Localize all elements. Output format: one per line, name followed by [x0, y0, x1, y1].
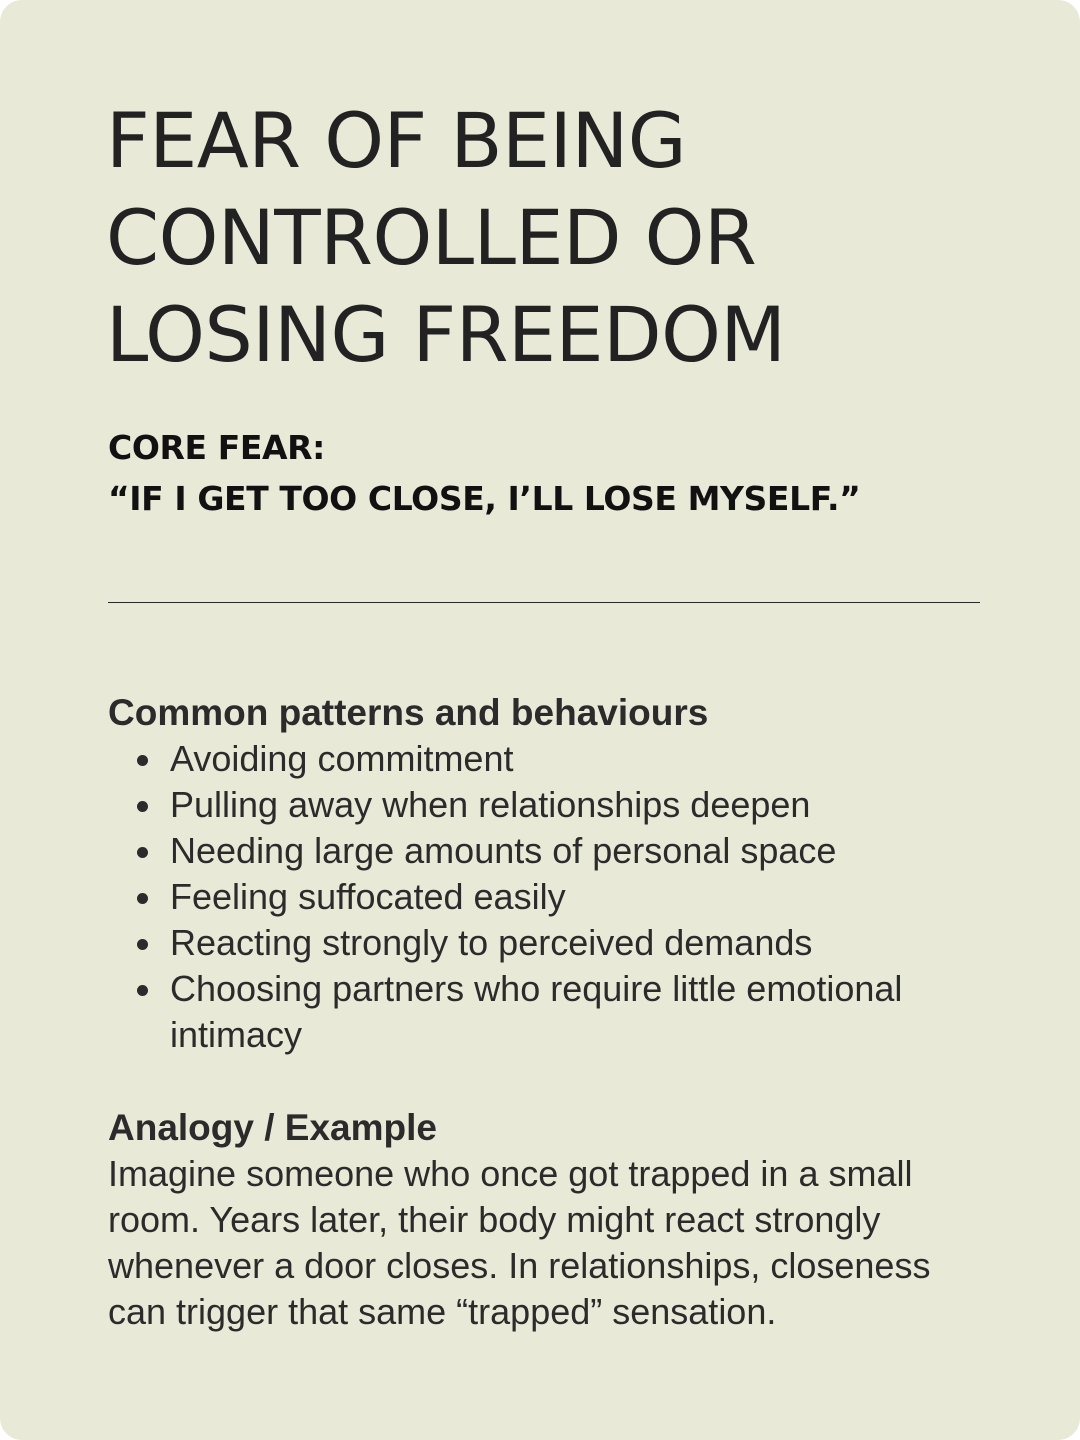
core-fear-label: CORE FEAR: [108, 428, 325, 467]
patterns-section [108, 690, 988, 1058]
bullet-icon [137, 755, 148, 766]
bullet-icon [137, 893, 148, 904]
divider [108, 602, 980, 603]
list-item-text: Reacting strongly to perceived demands [170, 922, 813, 963]
list-item-text: Pulling away when relationships deepen [170, 784, 811, 825]
analogy-heading: Analogy / Example [108, 1107, 437, 1148]
list-item [108, 966, 988, 1058]
list-item [108, 874, 988, 920]
list-item [108, 782, 988, 828]
analogy-section [108, 1105, 988, 1335]
list-item [108, 920, 988, 966]
title-line-1: FEAR OF BEING [106, 96, 687, 185]
list-item [108, 736, 988, 782]
bullet-icon [137, 801, 148, 812]
bullet-icon [137, 939, 148, 950]
analogy-text: Imagine someone who once got trapped in a small room. Years later, their body might react strongly whenever a door closes. In relationships, closeness can trigger that same “trapped” sensation. [108, 1153, 931, 1332]
list-item-text: Avoiding commitment [170, 738, 514, 779]
bullet-icon [137, 985, 148, 996]
bullet-icon [137, 847, 148, 858]
page-title [106, 92, 1006, 383]
list-item [108, 828, 988, 874]
patterns-list [108, 736, 988, 1058]
list-item-text: Choosing partners who require little emotional intimacy [170, 968, 903, 1055]
title-line-3: LOSING FREEDOM [106, 290, 786, 379]
core-fear [108, 422, 1008, 524]
patterns-heading: Common patterns and behaviours [108, 692, 709, 733]
title-line-2: CONTROLLED OR [106, 193, 757, 282]
list-item-text: Needing large amounts of personal space [170, 830, 837, 871]
core-fear-quote: “IF I GET TOO CLOSE, I’LL LOSE MYSELF.” [108, 479, 861, 518]
list-item-text: Feeling suffocated easily [170, 876, 566, 917]
